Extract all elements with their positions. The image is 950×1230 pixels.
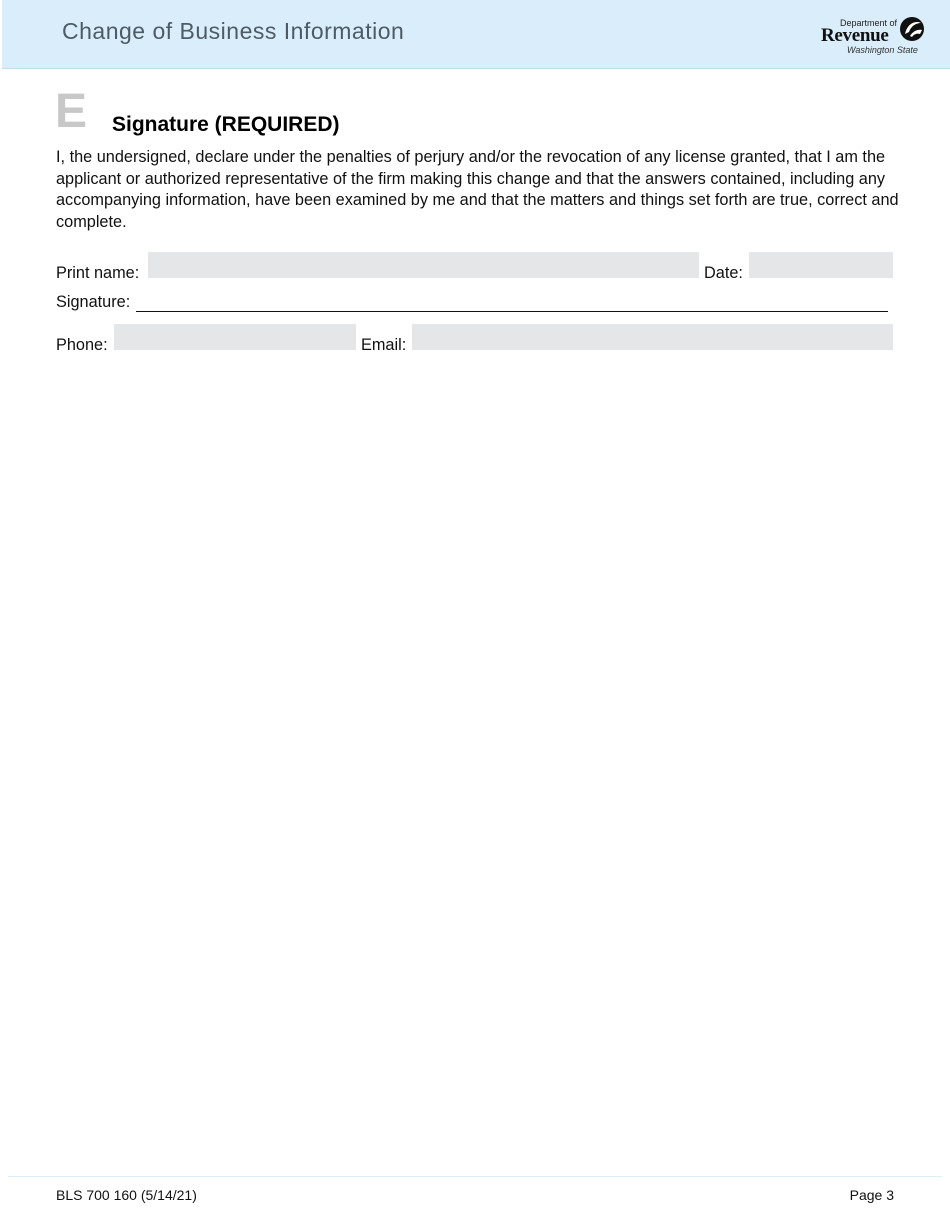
footer-divider	[8, 1176, 942, 1177]
section-heading: Signature (REQUIRED)	[112, 113, 340, 136]
logo-revenue-text: Revenue	[821, 25, 889, 46]
email-input[interactable]	[412, 324, 893, 350]
declaration-text: I, the undersigned, declare under the penalties of perjury and/or the revocation of any license granted, that I am the applicant or authorized representative of the firm making this change and that the answers contained, including any accompanying information, have been examined by me and that the matters and things set forth are true, correct and complete.	[56, 148, 899, 232]
page-header	[2, 0, 950, 69]
date-input[interactable]	[749, 252, 893, 278]
logo-state-text: Washington State	[847, 45, 918, 55]
form-code: BLS 700 160 (5/14/21)	[56, 1187, 197, 1203]
print-name-input[interactable]	[148, 252, 699, 278]
phone-input[interactable]	[114, 324, 356, 350]
section-letter: E	[55, 85, 88, 138]
wa-dor-logo-icon	[898, 14, 926, 44]
form-title: Change of Business Information	[62, 18, 405, 44]
department-logo	[820, 12, 930, 58]
email-label: Email:	[361, 336, 407, 354]
date-label: Date:	[704, 264, 743, 282]
logo-department-text: Department of	[839, 18, 897, 28]
phone-label: Phone:	[56, 336, 108, 354]
signature-line[interactable]	[136, 311, 888, 312]
print-name-label: Print name:	[56, 264, 140, 282]
page-number: Page 3	[849, 1187, 894, 1203]
signature-label: Signature:	[56, 293, 131, 311]
